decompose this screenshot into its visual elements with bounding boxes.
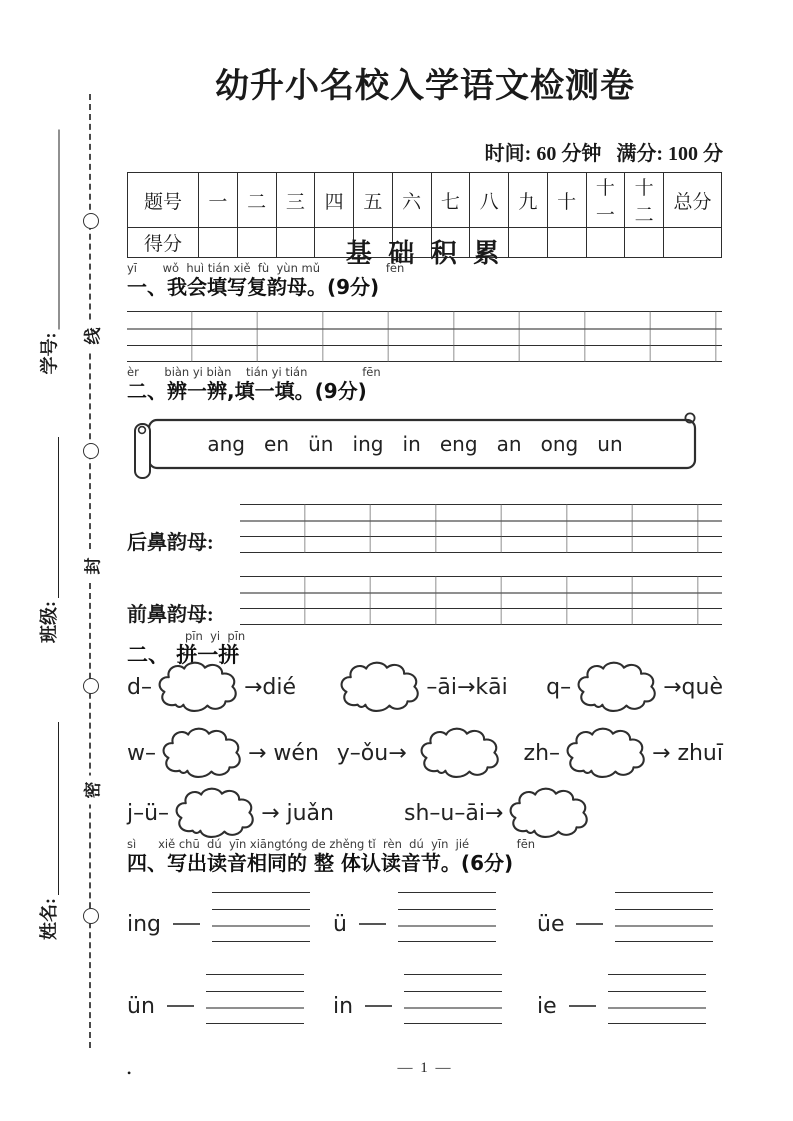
question-1-pinyin: yī wǒ huì tián xiě fù yùn mǔ fēn [127, 261, 405, 275]
cloud-blank-icon [573, 660, 661, 715]
student-id-field [38, 130, 60, 375]
cloud-blank-icon [336, 660, 424, 715]
blend-prefix: q– [546, 675, 572, 700]
syllable-group [127, 892, 310, 942]
score-row-label: 得分 [128, 228, 199, 258]
blend-prefix: sh–u–āi→ [403, 801, 504, 826]
syllable-group [537, 974, 706, 1024]
dash-line [365, 1005, 392, 1007]
cloud-blank-icon [416, 726, 504, 781]
blend-prefix: zh– [523, 741, 561, 766]
time-and-score-meta: 时间: 60 分钟 满分: 100 分 [484, 143, 723, 165]
finals-list: ang en ün ing in eng an ong un [207, 432, 623, 456]
score-table-header-cell: 题号 [128, 173, 199, 228]
answer-grid [608, 974, 706, 1024]
question-1 [127, 262, 404, 300]
dash-line [359, 923, 386, 925]
seal-circle-icon [83, 908, 99, 924]
cloud-blank-icon [171, 786, 259, 841]
score-table-header-cell: 五 [354, 173, 393, 228]
score-table-header-cell: 三 [276, 173, 315, 228]
class-blank-line [43, 437, 59, 598]
seal-circle-icon [83, 443, 99, 459]
blend-item [334, 660, 507, 715]
syllable-group [333, 892, 496, 942]
student-id-label: 学号: [39, 332, 60, 375]
back-nasal-label: 后鼻韵母: [127, 532, 214, 554]
pinyin-blend-row-2 [127, 726, 723, 781]
question-4-pinyin: sì xiě chū dú yīn xiāngtóng de zhěng tǐ rèn dú yīn jié fēn [127, 837, 536, 851]
blend-result: → juǎn [261, 801, 334, 826]
score-table-header-cell: 七 [431, 173, 470, 228]
score-table-header-cell: 十 [547, 173, 586, 228]
blend-item [404, 786, 595, 841]
dash-line [167, 1005, 194, 1007]
blend-prefix: y–ǒu→ [336, 741, 414, 766]
score-table-header-row [128, 173, 722, 228]
name-field [37, 722, 59, 940]
pinyin-blend-row-3 [127, 786, 723, 841]
question-2 [127, 366, 381, 404]
blend-item [524, 726, 723, 781]
score-table-header-cell: 一 [199, 173, 238, 228]
page-number: — 1 — [397, 1060, 453, 1076]
class-field [37, 437, 59, 643]
content-column [127, 0, 723, 1121]
question-3-text: 二、 拼一拼 [127, 643, 240, 667]
syllable-label: ü [333, 911, 347, 937]
cloud-blank-icon [154, 660, 242, 715]
score-table-header-cell: 四 [315, 173, 354, 228]
blend-item [127, 786, 334, 841]
seal-char-mi: 密 [73, 776, 109, 805]
blend-prefix: w– [127, 741, 156, 766]
seal-circle-icon [83, 213, 99, 229]
blend-item [337, 726, 506, 781]
back-nasal-grid [240, 504, 722, 553]
score-table-header-cell: 二 [237, 173, 276, 228]
seal-char-feng: 封 [73, 552, 109, 581]
score-table-header-cell: 六 [392, 173, 431, 228]
answer-grid [206, 974, 304, 1024]
blend-result: → zhuī [652, 741, 723, 766]
pinyin-blend-row-1 [127, 660, 723, 715]
syllable-label: in [333, 993, 354, 1019]
front-nasal-row [127, 576, 723, 625]
section-header: 基 础 积 累 [345, 239, 505, 268]
syllable-label: üe [537, 911, 565, 937]
back-nasal-row [127, 504, 723, 553]
cloud-blank-icon [158, 726, 246, 781]
syllable-label: ün [127, 993, 155, 1019]
blend-result: –āi→kāi [426, 675, 508, 700]
name-blank-line [43, 722, 59, 895]
student-id-blank-line [44, 130, 60, 330]
dash-line [576, 923, 603, 925]
question-4-text: 四、写出读音相同的 整 体认读音节。(6分) [127, 851, 514, 875]
question-3-pinyin: pīn yi pīn [185, 629, 246, 643]
score-table-header-cell: 十二 [625, 173, 664, 228]
cloud-blank-icon [505, 786, 593, 841]
cloud-blank-icon [562, 726, 650, 781]
blend-item [127, 660, 296, 715]
score-table-header-cell: 十一 [586, 173, 625, 228]
answer-grid [212, 892, 310, 942]
blend-prefix: j–ü– [127, 801, 170, 826]
score-table-header-cell: 总分 [664, 173, 722, 228]
seal-circle-icon [83, 678, 99, 694]
blend-result: →dié [243, 675, 297, 700]
syllable-label: ie [537, 993, 557, 1019]
answer-grid [398, 892, 496, 942]
answer-grid [404, 974, 502, 1024]
syllable-group [333, 974, 502, 1024]
blend-item [546, 660, 723, 715]
syllable-label: ing [127, 911, 162, 937]
syllable-group [127, 974, 304, 1024]
syllable-row-1 [127, 892, 723, 944]
score-table-header-cell: 九 [509, 173, 548, 228]
syllable-row-2 [127, 974, 723, 1026]
dash-line [569, 1005, 596, 1007]
question-1-text: 一、我会填写复韵母。(9分) [127, 275, 380, 299]
page-title: 幼升小名校入学语文检测卷 [215, 68, 635, 105]
front-nasal-grid [240, 576, 722, 625]
dash-line [173, 923, 200, 925]
score-table-header-cell: 八 [470, 173, 509, 228]
front-nasal-label: 前鼻韵母: [127, 604, 214, 626]
question-4 [127, 838, 535, 876]
footer-dot: • [127, 1066, 132, 1080]
seal-char-xian: 线 [73, 322, 109, 351]
name-label: 姓名: [39, 898, 59, 940]
blend-result: →què [663, 675, 723, 700]
class-label: 班级: [39, 601, 59, 643]
blend-result: → wén [248, 741, 319, 766]
blend-prefix: d– [127, 675, 152, 700]
answer-grid [615, 892, 713, 942]
q1-writing-grid [127, 311, 722, 362]
finals-scroll-banner [129, 408, 711, 486]
question-2-text: 二、辨一辨,填一填。(9分) [127, 379, 367, 403]
syllable-group [537, 892, 713, 942]
question-2-pinyin: èr biàn yi biàn tián yi tián fēn [127, 365, 381, 379]
blend-item [127, 726, 319, 781]
